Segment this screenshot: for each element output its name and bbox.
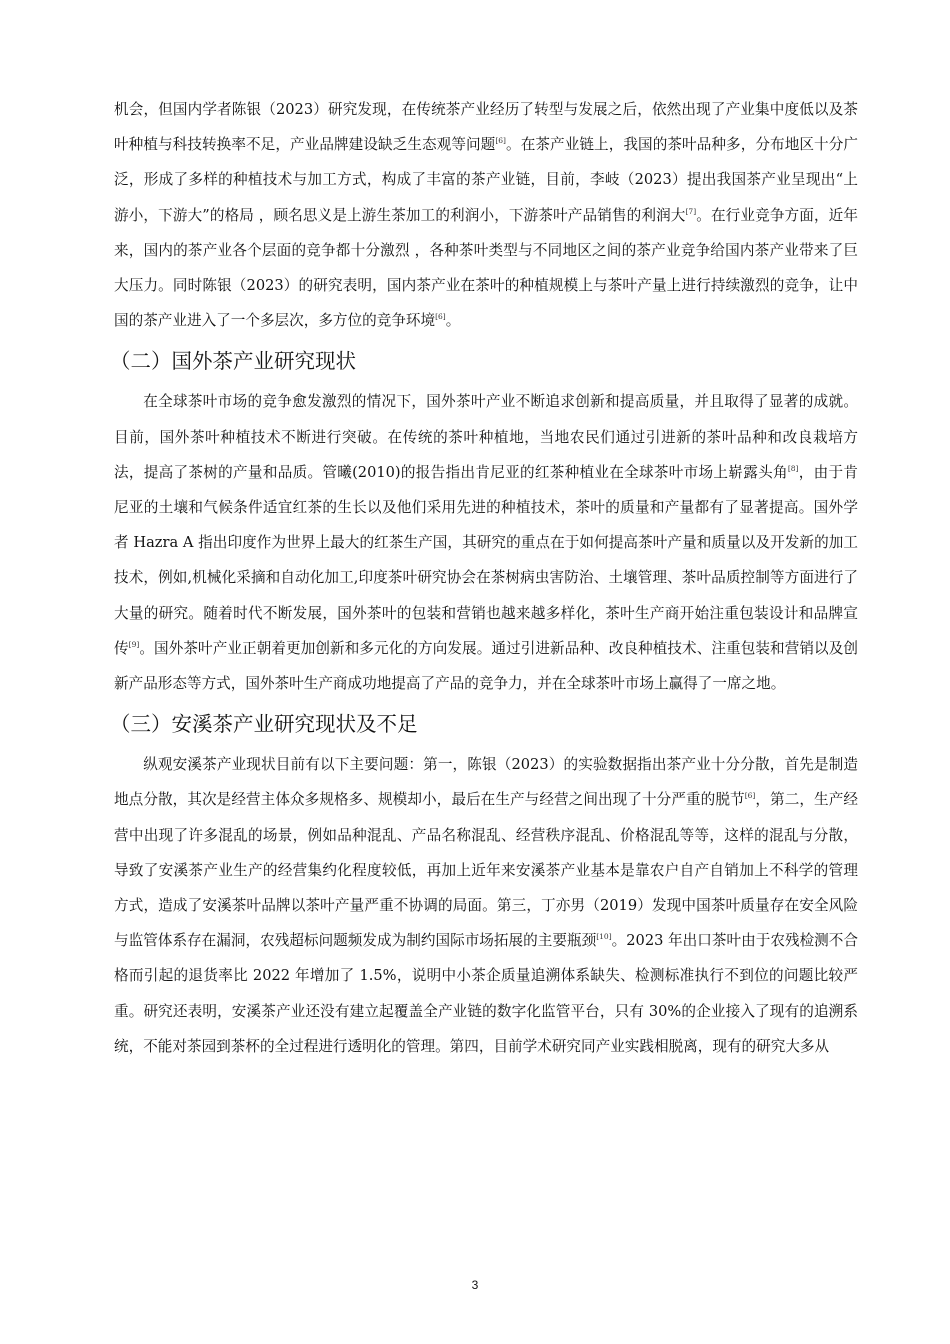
- citation-ref[interactable]: [10]: [596, 932, 612, 942]
- paragraph-foreign-status: 在全球茶叶市场的竞争愈发激烈的情况下，国外茶叶产业不断追求创新和提高质量，并且取得了显著的成就。目前，国外茶叶种植技术不断进行突破。在传统的茶叶种植地，当地农民们通过引进新的茶叶品种和改良栽培方法，提高了茶树的产量和品质。管曦(2010)的报告指出肯尼亚的红茶种植业在全球茶叶市场上崭露头角[8]，由于肯尼亚的土壤和气候条件适宜红茶的生长以及他们采用先进的种植技术，茶叶的质量和产量都有了显著提高。国外学者 Hazra A 指出印度作为世界上最大的红茶生产国，其研究的重点在于如何提高茶叶产量和质量以及开发新的加工技术，例如,机械化采摘和自动化加工,印度茶叶研究协会在茶树病虫害防治、土壤管理、茶叶品质控制等方面进行了大量的研究。随着时代不断发展，国外茶叶的包装和营销也越来越多样化，茶叶生产商开始注重包装设计和品牌宣传[9]。国外茶叶产业正朝着更加创新和多元化的方向发展。通过引进新品种、改良种植技术、注重包装和营销以及创新产品形态等方式，国外茶叶生产商成功地提高了产品的竞争力，并在全球茶叶市场上赢得了一席之地。: [114, 393, 858, 693]
- citation-ref[interactable]: [7]: [685, 206, 697, 216]
- page-number: 3: [471, 1278, 479, 1292]
- paragraph-anxi-status: 纵观安溪茶产业现状目前有以下主要问题：第一，陈银（2023）的实验数据指出茶产业十分分散，首先是制造地点分散，其次是经营主体众多规格多、规模却小，最后在生产与经营之间出现了十分严重的脱节[6]，第二，生产经营中出现了许多混乱的场景，例如品种混乱、产品名称混乱、经营秩序混乱、价格混乱等等，这样的混乱与分散，导致了安溪茶产业生产的经营集约化程度较低，再加上近年来安溪茶产业基本是靠农户自产自销加上不科学的管理方式，造成了安溪茶叶品牌以茶叶产量严重不协调的局面。第三，丁亦男（2019）发现中国茶叶质量存在安全风险与监管体系存在漏洞，农残超标问题频发成为制约国际市场拓展的主要瓶颈[10]。2023 年出口茶叶由于农残检测不合格而引起的退货率比 2022 年增加了 1.5%，说明中小茶企质量追溯体系缺失、检测标准执行不到位的问题比较严重。研究还表明，安溪茶产业还没有建立起覆盖全产业链的数字化监管平台，只有 30%的企业接入了现有的追溯系统，不能对茶园到茶杯的全过程进行透明化的管理。第四，目前学术研究同产业实践相脱离，现有的研究大多从: [114, 756, 858, 1055]
- section-heading-anxi: （三）安溪茶产业研究现状及不足: [110, 712, 418, 737]
- citation-ref[interactable]: [6]: [744, 791, 756, 801]
- citation-ref[interactable]: [6]: [495, 136, 506, 146]
- citation-ref[interactable]: [6]: [435, 312, 446, 322]
- citation-ref[interactable]: [8]: [787, 463, 799, 473]
- document-body: [110, 92, 858, 1064]
- section-heading-foreign: （二）国外茶产业研究现状: [110, 349, 356, 374]
- paragraph-domestic-status: 机会，但国内学者陈银（2023）研究发现，在传统茶产业经历了转型与发展之后，依然出现了产业集中度低以及茶叶种植与科技转换率不足，产业品牌建设缺乏生态观等问题[6]。在茶产业链上，我国的茶叶品种多，分布地区十分广泛，形成了多样的种植技术与加工方式，构成了丰富的茶产业链，目前，李岐（2023）提出我国茶产业呈现出“上游小，下游大”的格局 ，顾名思义是上游生茶加工的利润小，下游茶叶产品销售的利润大[7]。在行业竞争方面，近年来，国内的茶产业各个层面的竞争都十分激烈 ，各种茶叶类型与不同地区之间的茶产业竞争给国内茶产业带来了巨大压力。同时陈银（2023）的研究表明，国内茶产业在茶叶的种植规模上与茶叶产量上进行持续激烈的竞争，让中国的茶产业进入了一个多层次，多方位的竞争环境[6]。: [114, 101, 858, 330]
- citation-ref[interactable]: [9]: [128, 639, 140, 649]
